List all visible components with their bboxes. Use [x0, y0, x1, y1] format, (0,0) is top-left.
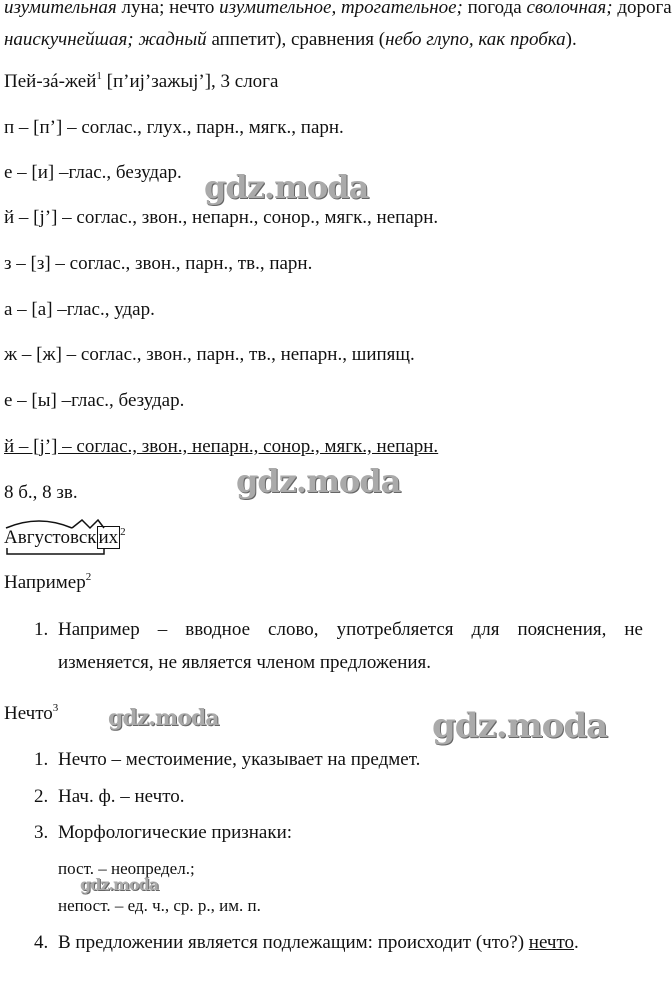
list-number: 2. — [34, 786, 49, 807]
title: Например — [4, 572, 86, 593]
list-item: Например – вводное слово, употребляется для пояснения, не — [58, 619, 643, 640]
list-number: 1. — [34, 749, 49, 770]
phonetic-row: ж – [ж] – соглас., звон., парн., тв., непарн., шипящ. — [4, 344, 415, 365]
text: погода — [462, 0, 527, 18]
text: изумительное, трогательное; — [219, 0, 463, 18]
phonetic-row: п – [п’] – соглас., глух., парн., мягк., парн. — [4, 117, 344, 138]
watermark: gdz.moda — [80, 875, 159, 894]
watermark: gdz.moda — [432, 706, 608, 746]
phonetic-row: е – [ы] –глас., безудар. — [4, 390, 185, 411]
intro-line-2 — [4, 29, 577, 51]
constant-features: пост. – неопредел.; — [58, 859, 195, 878]
stem: Августовск — [4, 527, 97, 548]
list-item — [58, 932, 579, 954]
phonetic-row: е – [и] –глас., безудар. — [4, 162, 182, 183]
list-item: Нач. ф. – нечто. — [58, 786, 185, 807]
transcription: [п’иj’зажыj’], 3 слога — [101, 71, 279, 92]
word: Пей-зá-жей — [4, 71, 97, 92]
phonetic-row: з – [з] – соглас., звон., парн., тв., парн. — [4, 253, 313, 274]
nechto-heading — [4, 703, 58, 725]
text: наискучнейшая; жадный — [4, 29, 207, 50]
text: . — [574, 932, 579, 953]
footnote: 3 — [52, 702, 59, 714]
morpheme-word — [4, 527, 126, 549]
text: ). — [565, 29, 577, 50]
phonetic-heading — [4, 71, 278, 93]
list-number: 1. — [34, 619, 49, 640]
naprimer-heading — [4, 572, 91, 594]
list-number: 4. — [34, 932, 49, 953]
text: дорога — [612, 0, 672, 18]
footnote: 1 — [96, 70, 102, 82]
text: небо глупо, как пробка — [385, 29, 566, 50]
title: Нечто — [4, 703, 53, 724]
text: сволочная; — [526, 0, 613, 18]
list-item: Морфологические признаки: — [58, 822, 293, 843]
watermark: gdz.moda — [236, 462, 401, 500]
text: изумительная — [4, 0, 117, 18]
phonetic-row: й – [j’] – соглас., звон., непарн., сонор., мягк., непарн. — [4, 207, 439, 228]
nonconstant-features: непост. – ед. ч., ср. р., им. п. — [58, 896, 261, 915]
list-item: Нечто – местоимение, указывает на предмет. — [58, 749, 421, 770]
phonetic-row: а – [а] –глас., удар. — [4, 299, 155, 320]
text: луна; нечто — [116, 0, 220, 18]
list-item: изменяется, не является членом предложения. — [58, 652, 432, 673]
watermark: gdz.moda — [204, 168, 369, 206]
intro-line-1 — [4, 0, 672, 19]
list-number: 3. — [34, 822, 49, 843]
footnote: 2 — [120, 526, 126, 538]
text: нечто — [528, 932, 575, 953]
footnote: 2 — [85, 571, 92, 583]
phonetic-summary: 8 б., 8 зв. — [4, 482, 78, 503]
watermark: gdz.moda — [108, 705, 219, 731]
ending: их — [98, 527, 119, 548]
text: В предложении является подлежащим: происходит (что?) — [58, 932, 529, 953]
text: аппетит), сравнения ( — [206, 29, 386, 50]
phonetic-row: й – [j’] – соглас., звон., непарн., сонор., мягк., непарн. — [4, 436, 439, 457]
